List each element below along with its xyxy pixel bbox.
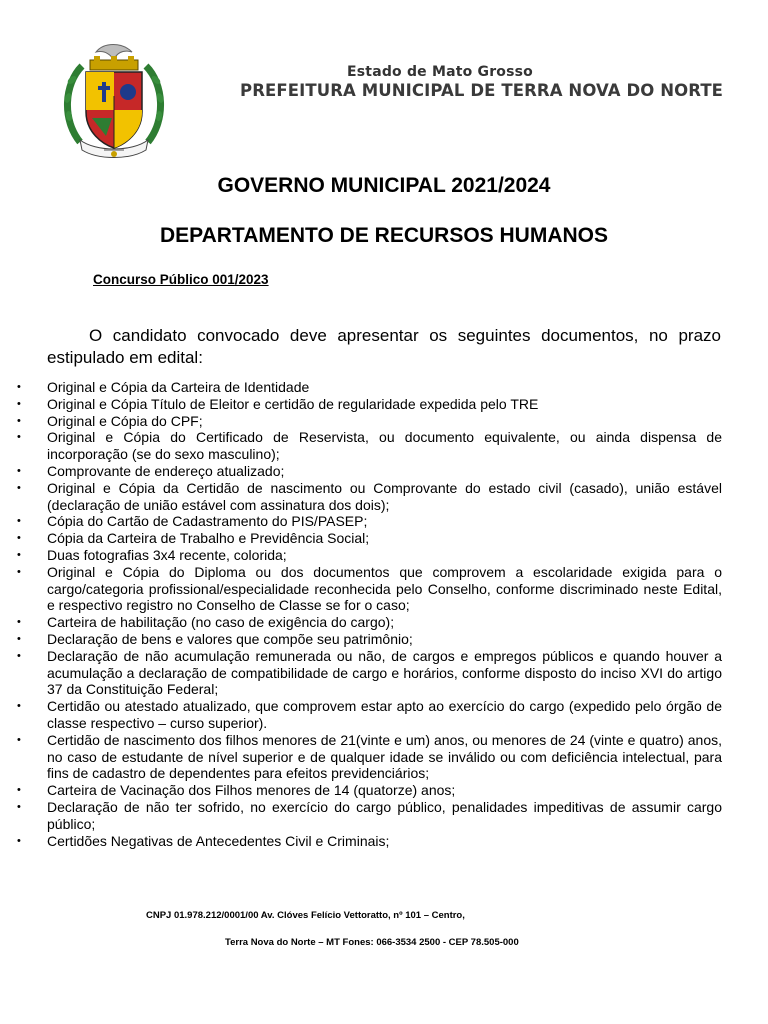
prefeitura-name: PREFEITURA MUNICIPAL DE TERRA NOVA DO NORTE <box>240 81 724 100</box>
list-item-text: Duas fotografias 3x4 recente, colorida; <box>47 546 287 563</box>
list-item-text: Comprovante de endereço atualizado; <box>47 462 285 479</box>
bullet-icon: • <box>17 532 21 545</box>
department-title: DEPARTAMENTO DE RECURSOS HUMANOS <box>159 224 609 247</box>
bullet-icon: • <box>17 414 21 427</box>
intro-paragraph: O candidato convocado deve apresentar os seguintes documentos, no prazo estipulado em edital: <box>47 326 721 367</box>
bullet-icon: • <box>17 616 21 629</box>
documents-list <box>17 379 722 849</box>
bullet-icon: • <box>17 700 21 713</box>
list-item <box>17 513 722 530</box>
letterhead <box>60 40 724 165</box>
list-item <box>17 463 722 480</box>
list-item-text: Certidão ou atestado atualizado, que comprovem estar apto ao exercício do cargo (expedido pelo órgão de classe respectivo – curso superior). <box>47 698 722 731</box>
bullet-icon: • <box>17 397 21 410</box>
list-item-text: Certidões Negativas de Antecedentes Civil e Criminais; <box>47 832 390 849</box>
list-item-text: Declaração de não acumulação remunerada ou não, de cargos e empregos públicos e quando houver a acumulação a declaração de compatibilidade de cargo e horários, conforme disposto do inciso XVI do artigo 37 da Constituição Federal; <box>47 647 722 698</box>
list-item-text: Certidão de nascimento dos filhos menores de 21(vinte e um) anos, ou menores de 24 (vinte e quatro) anos, no caso de estudante de nível superior e de qualquer idade se inválido ou com deficiência intelectual, para fins de cadastro de dependentes para efeitos previdenciários; <box>47 731 722 782</box>
list-item <box>17 413 722 430</box>
list-item-text: Original e Cópia da Certidão de nascimento ou Comprovante do estado civil (casado), união estável (declaração de união estável com assinatura dos dois); <box>47 479 722 513</box>
bullet-icon: • <box>17 649 21 662</box>
footer-address: CNPJ 01.978.212/0001/00 Av. Clóves Felício Vettoratto, nº 101 – Centro, <box>146 910 465 921</box>
list-item-text: Original e Cópia do CPF; <box>47 412 203 429</box>
list-item-text: Original e Cópia do Certificado de Reservista, ou documento equivalente, ou ainda dispensa de incorporação (se do sexo masculino); <box>47 429 722 463</box>
bullet-icon: • <box>17 515 21 528</box>
bullet-icon: • <box>17 632 21 645</box>
bullet-icon: • <box>17 381 21 393</box>
list-item <box>17 782 722 799</box>
list-item <box>17 547 722 564</box>
list-item <box>17 379 722 396</box>
list-item <box>17 732 722 782</box>
bullet-icon: • <box>17 481 21 494</box>
bullet-icon: • <box>17 464 21 477</box>
bullet-icon: • <box>17 800 21 813</box>
list-item <box>17 530 722 547</box>
list-item-text: Cópia da Carteira de Trabalho e Previdência Social; <box>47 530 370 547</box>
page-title: GOVERNO MUNICIPAL 2021/2024 <box>217 174 551 197</box>
state-name: Estado de Mato Grosso <box>347 64 534 80</box>
bullet-icon: • <box>17 733 21 746</box>
list-item <box>17 429 722 463</box>
municipal-coat-of-arms-icon <box>60 40 168 162</box>
list-item <box>17 698 722 732</box>
list-item-text: Declaração de não ter sofrido, no exercício do cargo público, penalidades impeditivas de assumir cargo público; <box>47 798 722 832</box>
bullet-icon: • <box>17 548 21 561</box>
list-item <box>17 614 722 631</box>
bullet-icon: • <box>17 431 21 444</box>
list-item <box>17 480 722 514</box>
list-item-text: Carteira de Vacinação dos Filhos menores de 14 (quatorze) anos; <box>47 782 456 799</box>
list-item <box>17 396 722 413</box>
list-item <box>17 564 722 614</box>
list-item-text: Original e Cópia Título de Eleitor e certidão de regularidade expedida pelo TRE <box>47 395 539 412</box>
footer-contact: Terra Nova do Norte – MT Fones: 066-3534 2500 - CEP 78.505-000 <box>225 937 519 948</box>
list-item-text: Cópia do Cartão de Cadastramento do PIS/PASEP; <box>47 513 368 530</box>
list-item <box>17 799 722 833</box>
list-item <box>17 631 722 648</box>
list-item <box>17 648 722 698</box>
concurso-label: Concurso Público 001/2023 <box>93 272 269 287</box>
bullet-icon: • <box>17 565 21 578</box>
bullet-icon: • <box>17 834 21 847</box>
list-item-text: Original e Cópia do Diploma ou dos documentos que comprovem a escolaridade exigida para o cargo/categoria profissional/especialidade reconhecida pelo Conselho, conforme discriminado neste Edital, e respectivo registro no Conselho de Classe se for o caso; <box>47 563 722 614</box>
list-item-text: Carteira de habilitação (no caso de exigência do cargo); <box>47 614 395 631</box>
list-item <box>17 833 722 850</box>
list-item-text: Declaração de bens e valores que compõe seu patrimônio; <box>47 630 413 647</box>
bullet-icon: • <box>17 784 21 797</box>
list-item-text: Original e Cópia da Carteira de Identidade <box>47 379 310 395</box>
